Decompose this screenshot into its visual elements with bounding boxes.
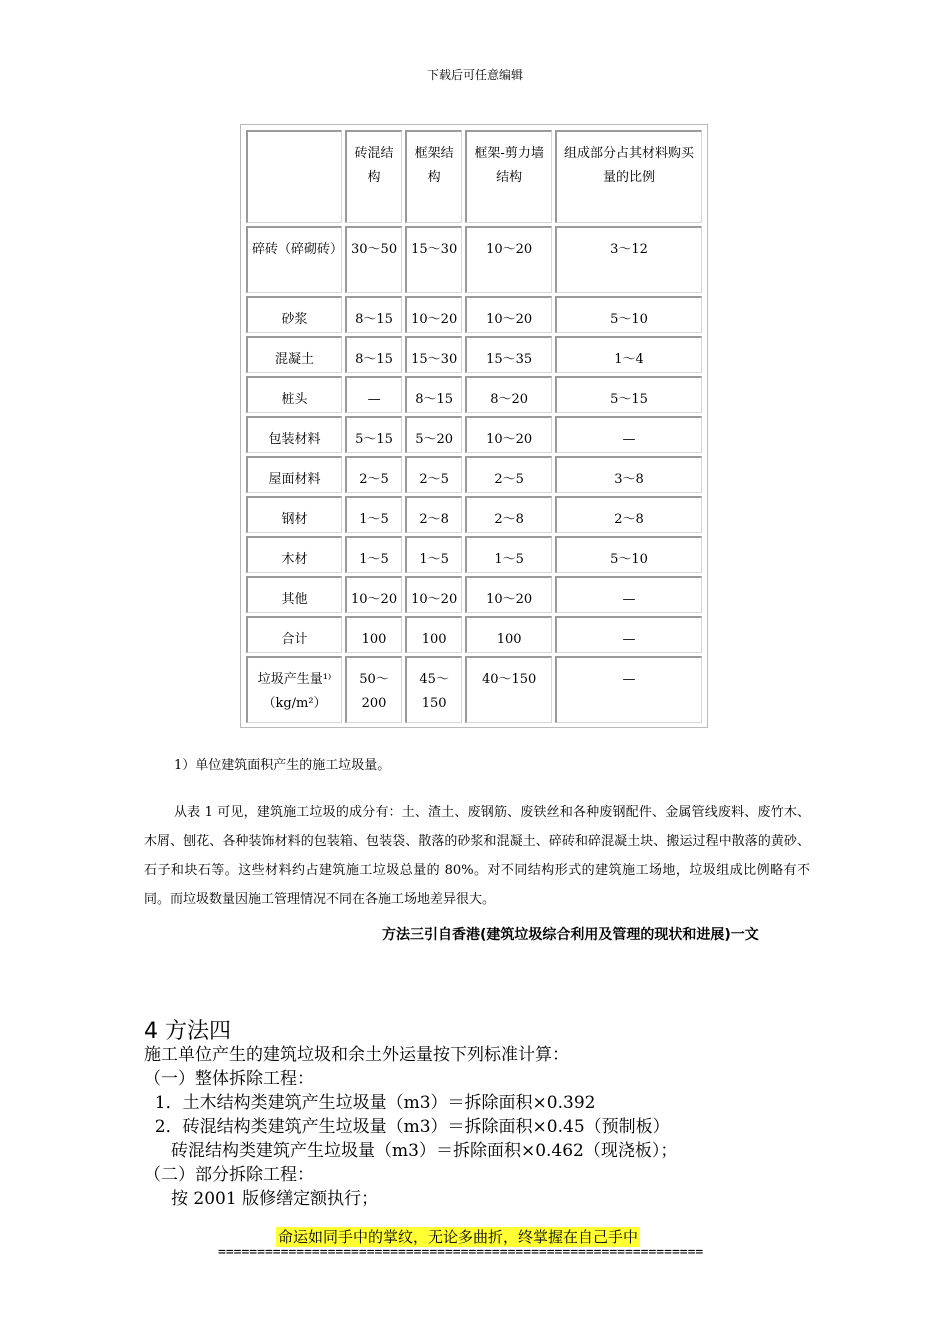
table-row [246, 576, 702, 613]
table-cell: 15～30 [405, 336, 462, 373]
table-cell: 2～8 [405, 496, 462, 533]
table-cell: 10～20 [405, 576, 462, 613]
table-cell: 15～35 [465, 336, 552, 373]
table-cell: 1～5 [465, 536, 552, 573]
section-heading: 4 方法四 [144, 1019, 231, 1044]
table-cell: — [555, 416, 702, 453]
table-header-cell: 组成部分占其材料购买量的比例 [555, 130, 702, 223]
row-label-cell: 木材 [246, 536, 342, 573]
table-row [246, 376, 702, 413]
table-row [246, 336, 702, 373]
table-cell: — [555, 616, 702, 653]
table-header-cell [246, 130, 342, 223]
table-cell: 2～8 [555, 496, 702, 533]
table-cell: 100 [345, 616, 402, 653]
table-cell: 2～5 [345, 456, 402, 493]
table-header-row [246, 130, 702, 223]
row-label-cell: 碎砖（碎砌砖） [246, 226, 342, 293]
row-label-cell: 垃圾产生量¹⁾（kg/m²） [246, 656, 342, 723]
method-line: 1．土木结构类建筑产生垃圾量（m3）＝拆除面积×0.392 [144, 1093, 596, 1113]
table-header-cell: 框架结构 [405, 130, 462, 223]
method-line: 施工单位产生的建筑垃圾和余土外运量按下列标准计算： [144, 1045, 569, 1065]
table-cell: 1～5 [345, 496, 402, 533]
table-row [246, 496, 702, 533]
table-cell: 3～12 [555, 226, 702, 293]
table-cell: 30～50 [345, 226, 402, 293]
page-header: 下载后可任意编辑 [426, 68, 523, 82]
table-row [246, 296, 702, 333]
table-cell: 2～5 [465, 456, 552, 493]
table-cell: — [555, 656, 702, 723]
table-cell: 10～20 [465, 416, 552, 453]
table-cell: 2～5 [405, 456, 462, 493]
table-cell: 10～20 [465, 226, 552, 293]
method-four-lines [144, 1043, 677, 1211]
method-line: 按 2001 版修缮定额执行； [144, 1189, 379, 1209]
table-cell: 5～20 [405, 416, 462, 453]
table-cell: 10～20 [465, 576, 552, 613]
table-cell: 3～8 [555, 456, 702, 493]
table-cell: — [345, 376, 402, 413]
table-cell: 45～150 [405, 656, 462, 723]
table-cell: 5～10 [555, 536, 702, 573]
table-cell: 1～4 [555, 336, 702, 373]
source-citation: 方法三引自香港(建筑垃圾综合利用及管理的现状和进展)一文 [382, 927, 759, 943]
table-cell: 8～15 [345, 336, 402, 373]
table-cell: 1～5 [405, 536, 462, 573]
table-header-cell: 砖混结构 [345, 130, 402, 223]
table-cell: 10～20 [405, 296, 462, 333]
table-footnote: 1）单位建筑面积产生的施工垃圾量。 [174, 758, 391, 773]
table-header-cell: 框架-剪力墙结构 [465, 130, 552, 223]
row-label-cell: 混凝土 [246, 336, 342, 373]
method-line: 2．砖混结构类建筑产生垃圾量（m3）＝拆除面积×0.45（预制板） [144, 1117, 670, 1137]
table-cell: 8～20 [465, 376, 552, 413]
method-line: 砖混结构类建筑产生垃圾量（m3）＝拆除面积×0.462（现浇板）； [144, 1141, 678, 1161]
motto-highlight: 命运如同手中的掌纹，无论多曲折，终掌握在自己手中 [278, 1228, 639, 1246]
table-cell: 1～5 [345, 536, 402, 573]
table-cell: 5～15 [345, 416, 402, 453]
row-label-cell: 砂浆 [246, 296, 342, 333]
composition-table [240, 124, 708, 728]
row-label-cell: 其他 [246, 576, 342, 613]
row-label-cell: 桩头 [246, 376, 342, 413]
table-cell: 100 [405, 616, 462, 653]
table-cell: — [555, 576, 702, 613]
table-cell: 2～8 [465, 496, 552, 533]
table-row [246, 226, 702, 293]
table-cell: 10～20 [345, 576, 402, 613]
table-cell: 10～20 [465, 296, 552, 333]
table-cell: 50～200 [345, 656, 402, 723]
table-cell: 40～150 [465, 656, 552, 723]
table-cell: 5～10 [555, 296, 702, 333]
table-row [246, 416, 702, 453]
table-row [246, 656, 702, 723]
table-cell: 8～15 [405, 376, 462, 413]
method-line: （一）整体拆除工程： [144, 1069, 314, 1089]
table-row [246, 616, 702, 653]
table-cell: 5～15 [555, 376, 702, 413]
row-label-cell: 合计 [246, 616, 342, 653]
table-row [246, 536, 702, 573]
body-paragraph: 从表 1 可见，建筑施工垃圾的成分有：土、渣土、废钢筋、废铁丝和各种废钢配件、金属管线废料、废竹木、木屑、刨花、各种装饰材料的包装箱、包装袋、散落的砂浆和混凝土、碎砖和碎混凝土块、搬运过程中散落的黄砂、石子和块石等。这些材料约占建筑施工垃圾总量的 80%。对不同结构形式的建筑施工场地，垃圾组成比例略有不同。而垃圾数量因施工管理情况不同在各施工场地差异很大。 [144, 805, 810, 907]
table-cell: 8～15 [345, 296, 402, 333]
table-cell: 15～30 [405, 226, 462, 293]
row-label-cell: 屋面材料 [246, 456, 342, 493]
table-row [246, 456, 702, 493]
row-label-cell: 钢材 [246, 496, 342, 533]
row-label-cell: 包装材料 [246, 416, 342, 453]
divider-rule: ============================================================== [218, 1245, 704, 1260]
method-line: （二）部分拆除工程： [144, 1165, 314, 1185]
table-cell: 100 [465, 616, 552, 653]
